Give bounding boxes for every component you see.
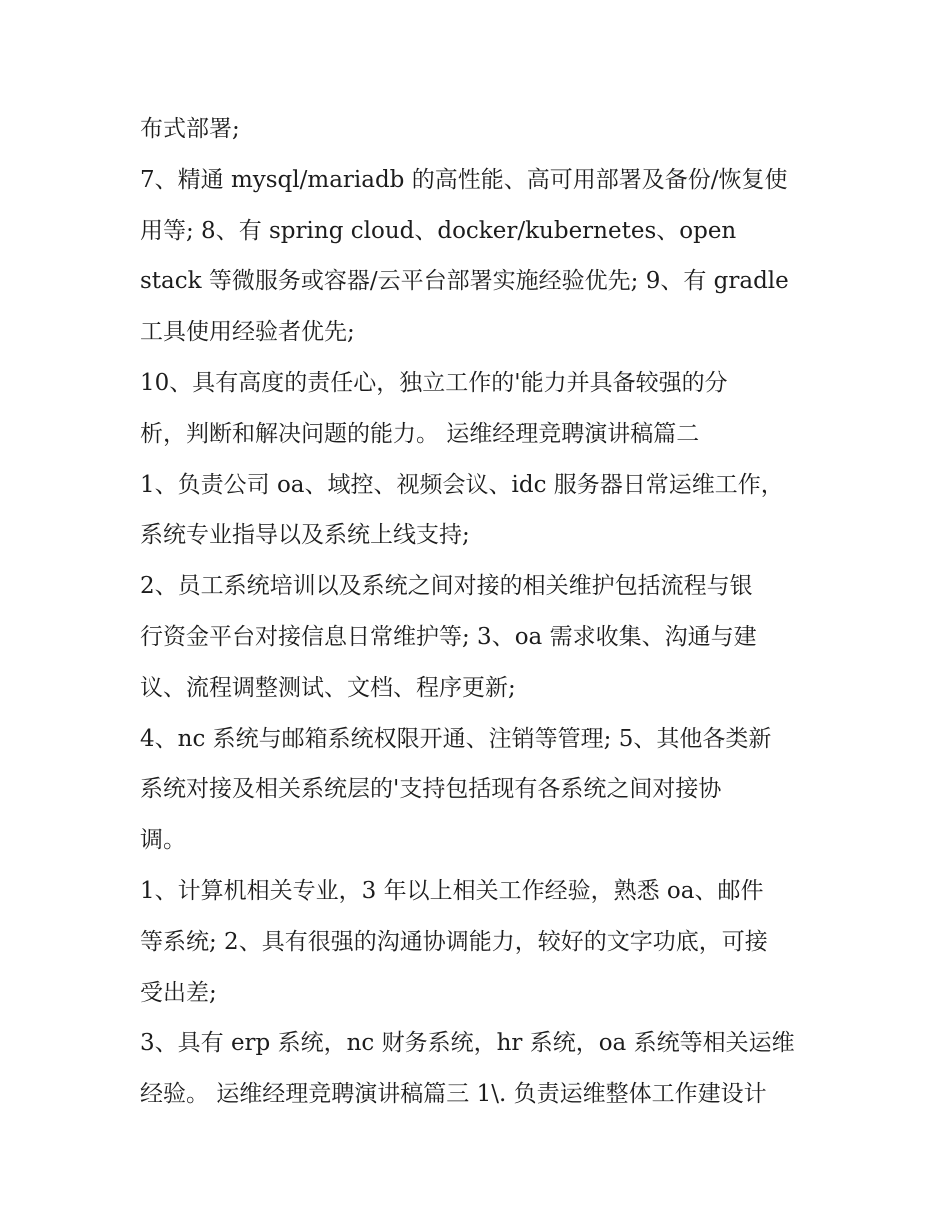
text-line: 等系统; 2、具有很强的沟通协调能力，较好的文字功底，可接 — [140, 928, 768, 955]
text-line: 议、流程调整测试、文档、程序更新; — [140, 674, 516, 701]
document-body — [140, 104, 820, 1120]
text-line: 布式部署; — [140, 116, 240, 142]
text-line: 7、精通 mysql/mariadb 的高性能、高可用部署及备份/恢复使 — [140, 166, 788, 193]
text-line: 1、负责公司 oa、域控、视频会议、idc 服务器日常运维工作， — [140, 471, 784, 498]
text-line: 10、具有高度的责任心，独立工作的'能力并具备较强的分 — [140, 369, 728, 396]
text-line: 析，判断和解决问题的能力。 运维经理竞聘演讲稿篇二 — [140, 420, 700, 447]
text-line: 用等; 8、有 spring cloud、docker/kubernetes、open — [140, 217, 737, 244]
text-line: 受出差; — [140, 979, 217, 1006]
text-line: stack 等微服务或容器/云平台部署实施经验优先; 9、有 gradle — [140, 268, 789, 295]
text-line: 2、员工系统培训以及系统之间对接的相关维护包括流程与银 — [140, 573, 753, 600]
text-line: 4、nc 系统与邮箱系统权限开通、注销等管理; 5、其他各类新 — [140, 725, 772, 752]
text-line: 系统专业指导以及系统上线支持; — [140, 522, 470, 549]
text-line: 1、计算机相关专业，3 年以上相关工作经验，熟悉 oa、邮件 — [140, 877, 764, 904]
text-line: 系统对接及相关系统层的'支持包括现有各系统之间对接协 — [140, 776, 722, 803]
text-line: 行资金平台对接信息日常维护等; 3、oa 需求收集、沟通与建 — [140, 623, 757, 650]
text-line: 3、具有 erp 系统，nc 财务系统，hr 系统，oa 系统等相关运维 — [140, 1030, 795, 1057]
text-line: 工具使用经验者优先; — [140, 319, 355, 346]
text-line: 经验。 运维经理竞聘演讲稿篇三 1\. 负责运维整体工作建设计 — [140, 1081, 767, 1108]
text-line: 调。 — [140, 827, 186, 854]
